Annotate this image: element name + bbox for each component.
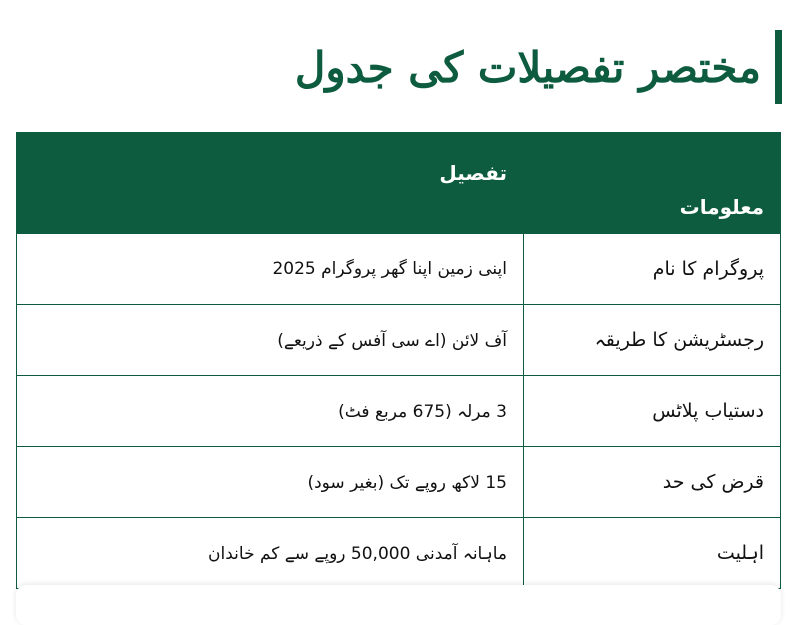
row-label-program-name: پروگرام کا نام bbox=[524, 234, 781, 305]
row-value-registration-method: آف لائن (اے سی آفس کے ذریعے) bbox=[17, 305, 524, 376]
row-label-loan-limit: قرض کی حد bbox=[524, 447, 781, 518]
row-value-eligibility: ماہانہ آمدنی 50,000 روپے سے کم خاندان bbox=[17, 518, 524, 589]
row-label-registration-method: رجسٹریشن کا طریقہ bbox=[524, 305, 781, 376]
table-row bbox=[17, 234, 781, 305]
header-detail: تفصیل bbox=[17, 133, 524, 234]
summary-table bbox=[16, 132, 781, 589]
table-row bbox=[17, 518, 781, 589]
next-section-card bbox=[16, 585, 781, 625]
section-heading bbox=[295, 30, 782, 104]
row-value-available-plots: 3 مرلہ (675 مربع فٹ) bbox=[17, 376, 524, 447]
header-info: معلومات bbox=[524, 133, 781, 234]
row-value-loan-limit: 15 لاکھ روپے تک (بغیر سود) bbox=[17, 447, 524, 518]
table-row bbox=[17, 376, 781, 447]
row-value-program-name: اپنی زمین اپنا گھر پروگرام 2025 bbox=[17, 234, 524, 305]
row-label-eligibility: اہلیت bbox=[524, 518, 781, 589]
table-row bbox=[17, 305, 781, 376]
row-label-available-plots: دستیاب پلاٹس bbox=[524, 376, 781, 447]
table-row bbox=[17, 447, 781, 518]
page-title: مختصر تفصیلات کی جدول bbox=[294, 42, 761, 92]
table-header-row bbox=[17, 133, 781, 234]
